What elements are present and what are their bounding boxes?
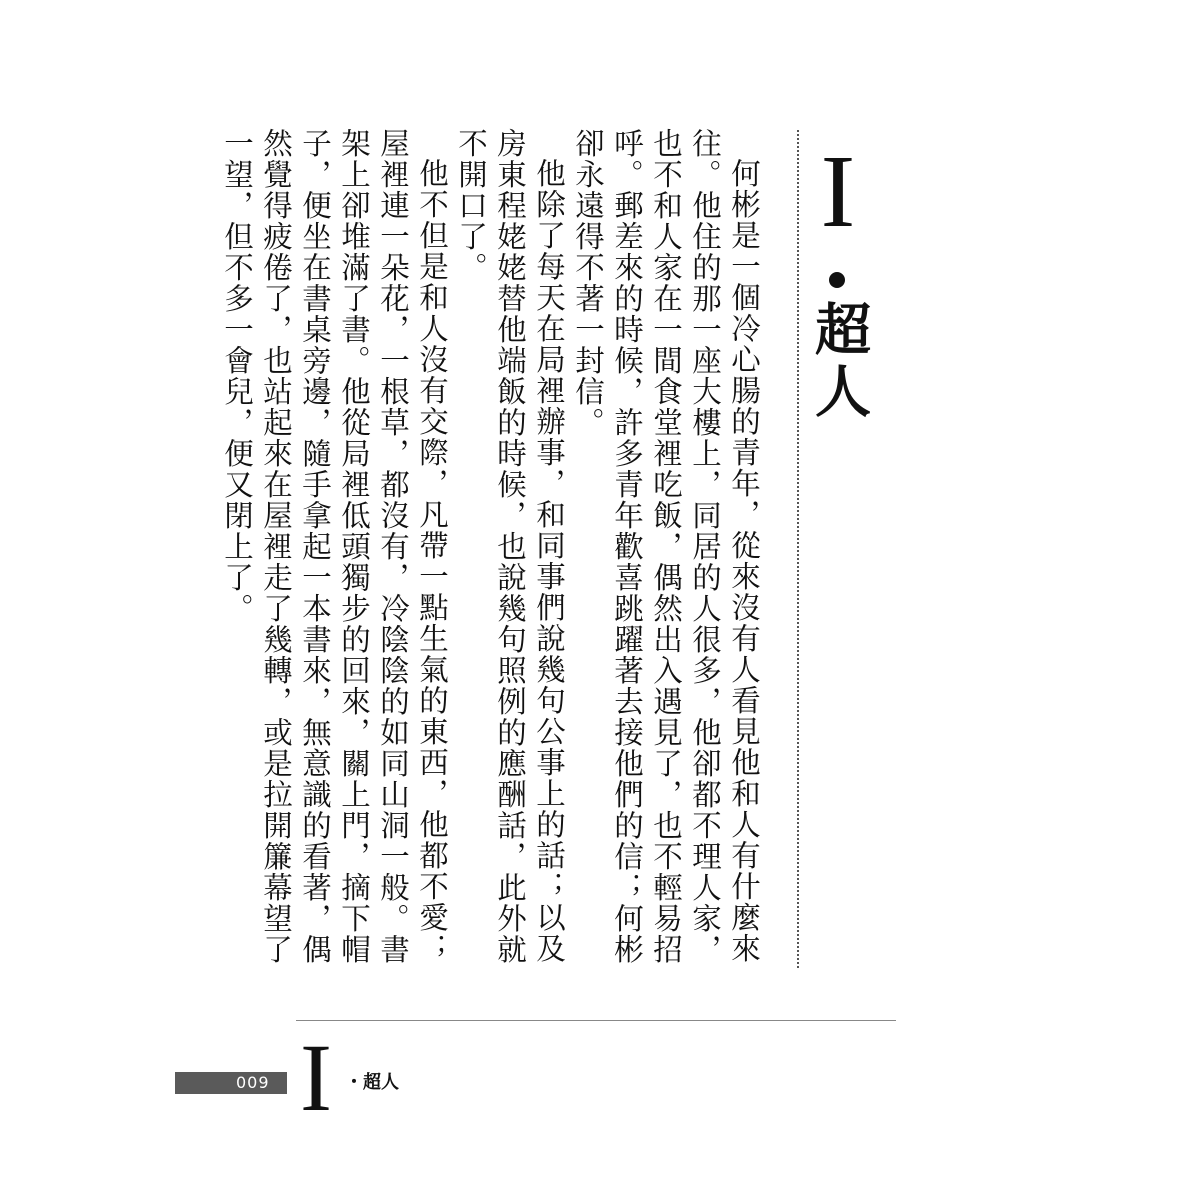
- paragraph-3: 他不但是和人沒有交際，凡帶一點生氣的東西，他都不愛；屋裡連一朵花，一根草，都沒有，冷陰陰的如同山洞一般。書架上卻堆滿了書。他從局裡低頭獨步的回來，關上門，摘下帽子，便坐在書桌旁邊，隨手拿起一本書來，無意識的看著，偶然覺得疲倦了，也站起來在屋裡走了幾轉，或是拉開簾幕望了一望，但不多一會兒，便又閉上了。: [220, 128, 449, 965]
- footer-rule: [296, 1020, 896, 1021]
- page-number: 009: [236, 1073, 270, 1092]
- chapter-dotted-rule: [797, 130, 799, 968]
- page-number-tab: [175, 1072, 287, 1094]
- footer-chapter-title: ・超人: [345, 1072, 399, 1093]
- chapter-title: 超人: [806, 300, 871, 424]
- footer-chapter-numeral: I: [300, 1024, 332, 1131]
- chapter-numeral: I: [820, 134, 856, 249]
- paragraph-2: 他除了每天在局裡辦事，和同事們說幾句公事上的話；以及房東程姥姥替他端飯的時候，也說幾句照例的應酬話，此外就不開口了。: [454, 128, 566, 965]
- paragraph-1: 何彬是一個冷心腸的青年，從來沒有人看見他和人有什麼來往。他住的那一座大樓上，同居的人很多，他卻都不理人家，也不和人家在一間食堂裡吃飯，偶然出入遇見了，也不輕易招呼。郵差來的時候，許多青年歡喜跳躍著去接他們的信；何彬卻永遠得不著一封信。: [571, 128, 761, 965]
- body-text: [220, 128, 763, 988]
